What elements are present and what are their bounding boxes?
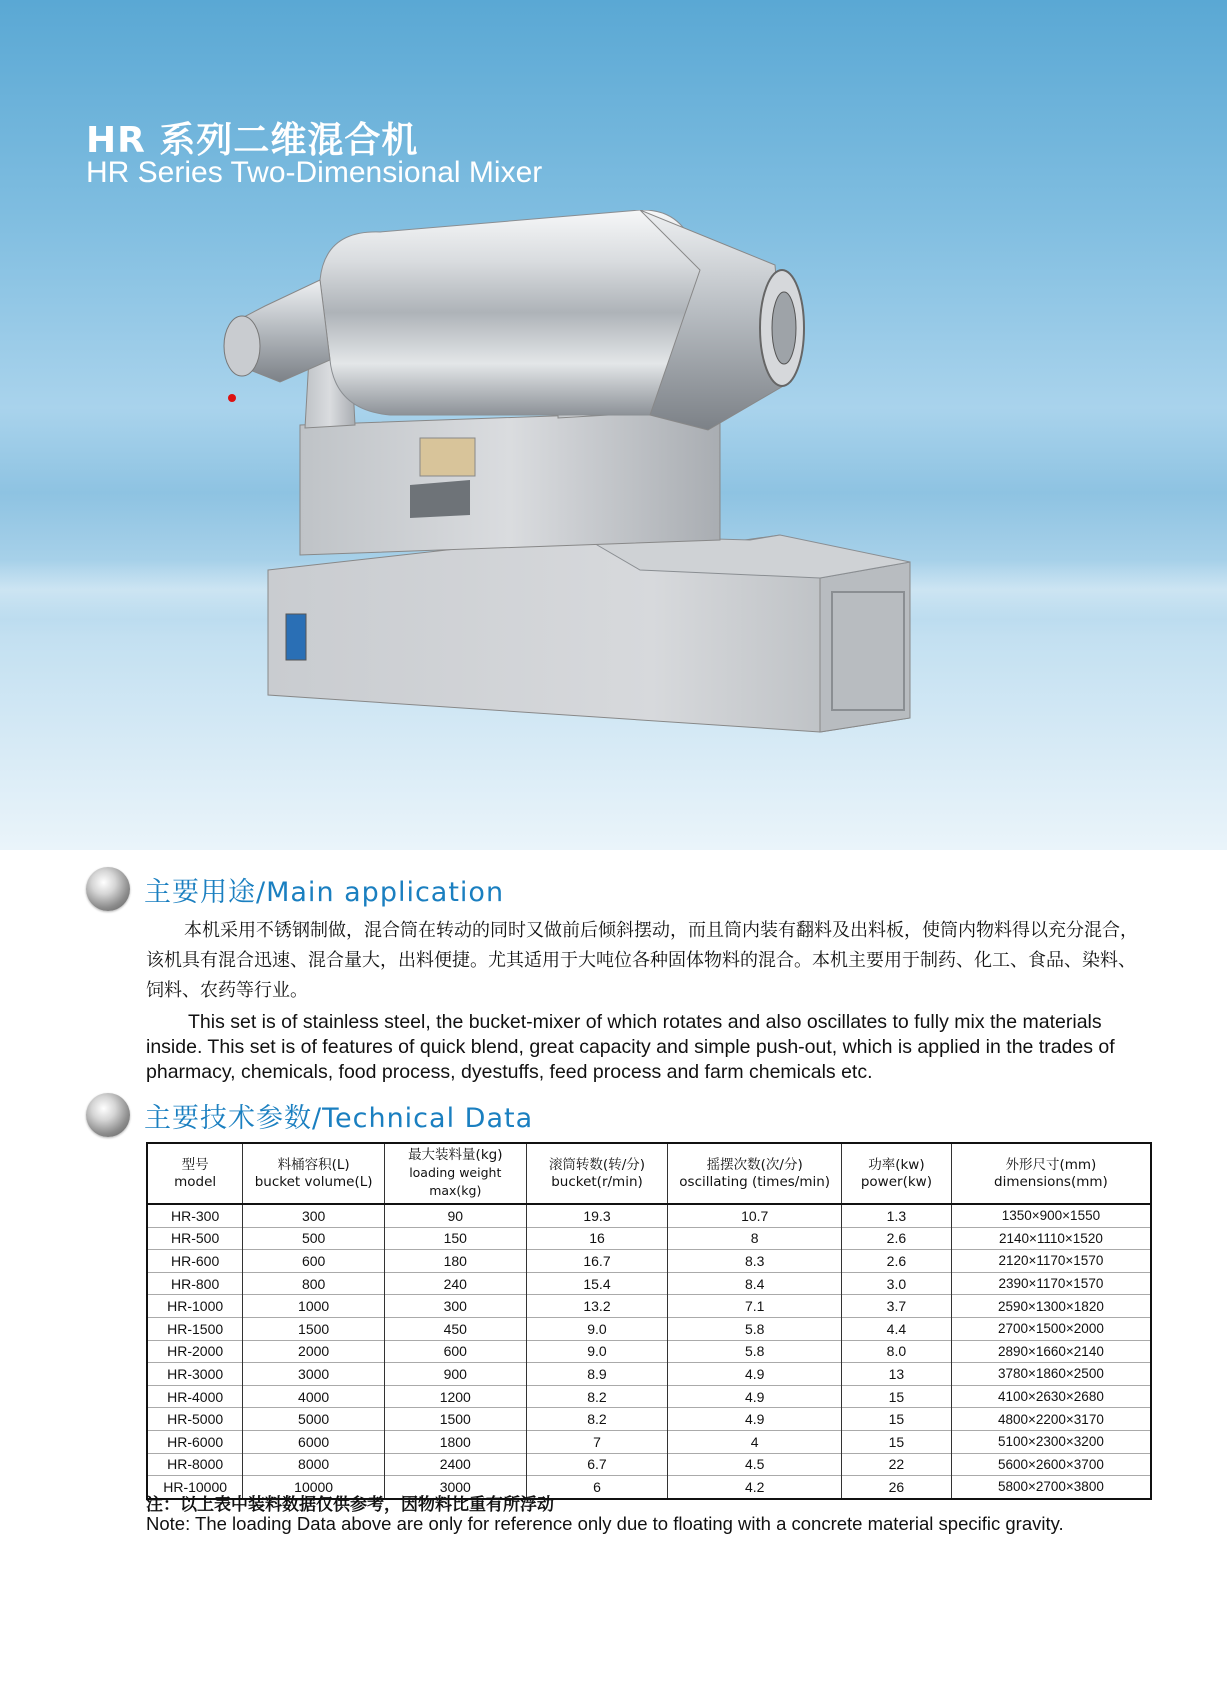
header-bucket-volume: 料桶容积(L) bucket volume(L) <box>243 1143 385 1204</box>
application-text-cn: 本机采用不锈钢制做，混合筒在转动的同时又做前后倾斜摆动，而且筒内装有翻料及出料板，使筒内物料得以充分混合，该机具有混合迅速、混合量大，出料便捷。尤其适用于大吨位各种固体物料的混合。本机主要用于制药、化工、食品、染料、饲料、农药等行业。 <box>146 920 1138 1001</box>
table-cell: 4.9 <box>668 1363 842 1386</box>
table-cell: 150 <box>384 1227 526 1250</box>
table-cell: 180 <box>384 1250 526 1273</box>
application-text-en: This set is of stainless steel, the bucket-mixer of which rotates and also oscillates to fully mix the materials inside. This set is of features of quick blend, great capacity and simple push-out, which is applied in the trades of pharmacy, chemicals, food process, dyestuffs, feed process and farm chemicals etc. <box>146 1011 1115 1083</box>
table-row <box>147 1453 1151 1476</box>
table-cell: 2.6 <box>841 1227 951 1250</box>
table-cell: HR-600 <box>147 1250 243 1273</box>
table-cell: 2140×1110×1520 <box>951 1227 1151 1250</box>
table-cell: 900 <box>384 1363 526 1386</box>
table-cell: 1000 <box>243 1295 385 1318</box>
table-cell: 5.8 <box>668 1340 842 1363</box>
table-header-row <box>147 1143 1151 1204</box>
table-cell: 1350×900×1550 <box>951 1204 1151 1227</box>
table-cell: 2120×1170×1570 <box>951 1250 1151 1273</box>
table-cell: 4.9 <box>668 1408 842 1431</box>
table-row <box>147 1317 1151 1340</box>
table-cell: 15 <box>841 1430 951 1453</box>
table-cell: 5600×2600×3700 <box>951 1453 1151 1476</box>
table-cell: 1800 <box>384 1430 526 1453</box>
table-cell: 8.9 <box>526 1363 668 1386</box>
section-main-application <box>86 866 504 912</box>
table-row <box>147 1363 1151 1386</box>
table-cell: 10000 <box>243 1476 385 1499</box>
table-cell: 26 <box>841 1476 951 1499</box>
table-cell: HR-500 <box>147 1227 243 1250</box>
table-cell: 9.0 <box>526 1340 668 1363</box>
table-cell: 10.7 <box>668 1204 842 1227</box>
table-cell: 5100×2300×3200 <box>951 1430 1151 1453</box>
table-cell: 15 <box>841 1385 951 1408</box>
table-cell: 4100×2630×2680 <box>951 1385 1151 1408</box>
table-cell: 3000 <box>243 1363 385 1386</box>
table-cell: 16 <box>526 1227 668 1250</box>
table-cell: 19.3 <box>526 1204 668 1227</box>
table-cell: 6000 <box>243 1430 385 1453</box>
table-cell: HR-5000 <box>147 1408 243 1431</box>
table-cell: 1500 <box>384 1408 526 1431</box>
table-cell: 8 <box>668 1227 842 1250</box>
table-cell: HR-1000 <box>147 1295 243 1318</box>
note-en: Note: The loading Data above are only for reference only due to floating with a concrete material specific gravity. <box>146 1513 1064 1534</box>
table-cell: HR-4000 <box>147 1385 243 1408</box>
table-cell: 600 <box>384 1340 526 1363</box>
table-cell: 300 <box>384 1295 526 1318</box>
table-cell: HR-3000 <box>147 1363 243 1386</box>
table-cell: 450 <box>384 1317 526 1340</box>
table-cell: 2400 <box>384 1453 526 1476</box>
table-cell: 4.5 <box>668 1453 842 1476</box>
table-row <box>147 1295 1151 1318</box>
table-cell: 9.0 <box>526 1317 668 1340</box>
table-cell: 13.2 <box>526 1295 668 1318</box>
table-cell: 22 <box>841 1453 951 1476</box>
table-cell: 2590×1300×1820 <box>951 1295 1151 1318</box>
table-cell: 3.0 <box>841 1272 951 1295</box>
table-row <box>147 1272 1151 1295</box>
table-cell: 1200 <box>384 1385 526 1408</box>
table-cell: HR-6000 <box>147 1430 243 1453</box>
technical-data-table <box>146 1142 1152 1500</box>
table-cell: 600 <box>243 1250 385 1273</box>
table-cell: 5800×2700×3800 <box>951 1476 1151 1499</box>
table-cell: 4800×2200×3170 <box>951 1408 1151 1431</box>
table-cell: HR-800 <box>147 1272 243 1295</box>
page-title-en: HR Series Two-Dimensional Mixer <box>86 156 543 189</box>
table-cell: 4.9 <box>668 1385 842 1408</box>
table-cell: HR-2000 <box>147 1340 243 1363</box>
table-row <box>147 1204 1151 1227</box>
table-cell: HR-8000 <box>147 1453 243 1476</box>
header-oscillating: 摇摆次数(次/分) oscillating (times/min) <box>668 1143 842 1204</box>
table-cell: 3.7 <box>841 1295 951 1318</box>
table-cell: 800 <box>243 1272 385 1295</box>
table-row <box>147 1430 1151 1453</box>
table-cell: 7 <box>526 1430 668 1453</box>
table-row <box>147 1227 1151 1250</box>
table-cell: 4000 <box>243 1385 385 1408</box>
table-cell: 2000 <box>243 1340 385 1363</box>
table-cell: 6 <box>526 1476 668 1499</box>
table-cell: 13 <box>841 1363 951 1386</box>
table-cell: 300 <box>243 1204 385 1227</box>
table-cell: 7.1 <box>668 1295 842 1318</box>
table-cell: 1.3 <box>841 1204 951 1227</box>
table-cell: 3000 <box>384 1476 526 1499</box>
table-row <box>147 1250 1151 1273</box>
header-bucket-speed: 滚筒转数(转/分) bucket(r/min) <box>526 1143 668 1204</box>
sphere-bullet-icon <box>86 1093 130 1137</box>
table-cell: 8.2 <box>526 1385 668 1408</box>
table-cell: 16.7 <box>526 1250 668 1273</box>
section-heading: 主要用途/Main application <box>144 876 505 908</box>
sphere-bullet-icon <box>86 867 130 911</box>
mixer-machine-image <box>220 210 1000 790</box>
table-cell: 8.0 <box>841 1340 951 1363</box>
table-cell: 500 <box>243 1227 385 1250</box>
table-cell: 3780×1860×2500 <box>951 1363 1151 1386</box>
header-loading-weight: 最大装料量(kg) loading weight max(kg) <box>384 1143 526 1204</box>
section-heading: 主要技术参数/Technical Data <box>144 1102 534 1134</box>
table-cell: 2890×1660×2140 <box>951 1340 1151 1363</box>
table-cell: 8.2 <box>526 1408 668 1431</box>
table-cell: HR-300 <box>147 1204 243 1227</box>
table-cell: 1500 <box>243 1317 385 1340</box>
table-cell: 15 <box>841 1408 951 1431</box>
page-title-cn: HR 系列二维混合机 <box>86 120 419 161</box>
table-cell: 4.2 <box>668 1476 842 1499</box>
table-cell: HR-1500 <box>147 1317 243 1340</box>
header-dimensions: 外形尺寸(mm) dimensions(mm) <box>951 1143 1151 1204</box>
header-power: 功率(kw) power(kw) <box>841 1143 951 1204</box>
table-cell: 8.4 <box>668 1272 842 1295</box>
table-cell: 8000 <box>243 1453 385 1476</box>
table-cell: 8.3 <box>668 1250 842 1273</box>
table-cell: 240 <box>384 1272 526 1295</box>
table-cell: 2.6 <box>841 1250 951 1273</box>
table-cell: 6.7 <box>526 1453 668 1476</box>
table-cell: 5000 <box>243 1408 385 1431</box>
table-cell: 2700×1500×2000 <box>951 1317 1151 1340</box>
table-row <box>147 1408 1151 1431</box>
table-cell: 5.8 <box>668 1317 842 1340</box>
table-cell: 2390×1170×1570 <box>951 1272 1151 1295</box>
table-cell: 90 <box>384 1204 526 1227</box>
note-cn: 注：以上表中装料数据仅供参考，因物料比重有所浮动 <box>146 1495 554 1515</box>
table-cell: HR-10000 <box>147 1476 243 1499</box>
header-model: 型号 model <box>147 1143 243 1204</box>
table-cell: 4.4 <box>841 1317 951 1340</box>
table-row <box>147 1340 1151 1363</box>
table-cell: 4 <box>668 1430 842 1453</box>
section-technical-data <box>86 1092 533 1138</box>
table-cell: 15.4 <box>526 1272 668 1295</box>
table-row <box>147 1385 1151 1408</box>
